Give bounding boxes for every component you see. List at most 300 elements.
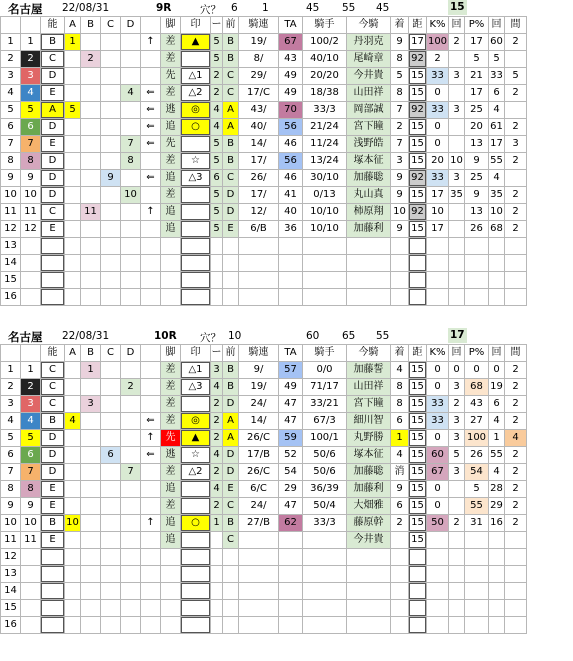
cell-interval[interactable] bbox=[505, 532, 527, 549]
cell-row-number[interactable]: 5 bbox=[1, 430, 21, 447]
cell-horse-number[interactable]: 6 bbox=[21, 447, 41, 464]
cell-p-rate[interactable]: 100 bbox=[465, 430, 489, 447]
cell-count2[interactable]: 68 bbox=[489, 221, 505, 238]
cell-prev[interactable]: D bbox=[223, 204, 239, 221]
cell-ability[interactable]: B bbox=[41, 413, 65, 430]
cell-ta[interactable]: 57 bbox=[279, 362, 303, 379]
cell-rank-a[interactable] bbox=[65, 396, 81, 413]
cell-jockey-stat[interactable]: 33/3 bbox=[303, 102, 347, 119]
cell-today-jockey[interactable] bbox=[347, 600, 391, 617]
cell-rank-d[interactable] bbox=[121, 221, 141, 238]
cell-arrow[interactable] bbox=[141, 464, 161, 481]
cell-count[interactable] bbox=[449, 85, 465, 102]
cell-k-rate[interactable]: 17 bbox=[427, 221, 449, 238]
cell-arrow[interactable]: ⇐ bbox=[141, 170, 161, 187]
cell-interval[interactable]: 2 bbox=[505, 498, 527, 515]
cell-rank-a[interactable] bbox=[65, 379, 81, 396]
cell-rank-c[interactable] bbox=[101, 136, 121, 153]
cell-rank-c[interactable] bbox=[101, 153, 121, 170]
cell-today-jockey[interactable] bbox=[347, 549, 391, 566]
cell-arrow[interactable] bbox=[141, 583, 161, 600]
cell-count2[interactable]: 4 bbox=[489, 102, 505, 119]
cell-jockey-combo[interactable]: 27/B bbox=[239, 515, 279, 532]
cell-row-number[interactable]: 5 bbox=[1, 102, 21, 119]
cell-ta[interactable]: 56 bbox=[279, 153, 303, 170]
cell-prev[interactable] bbox=[223, 617, 239, 634]
cell-distance[interactable]: 15 bbox=[409, 430, 427, 447]
cell-rank-c[interactable] bbox=[101, 481, 121, 498]
cell-gate[interactable]: 4 bbox=[211, 481, 223, 498]
cell-interval[interactable]: 2 bbox=[505, 221, 527, 238]
cell-rank-b[interactable] bbox=[81, 566, 101, 583]
cell-rank-b[interactable]: 3 bbox=[81, 396, 101, 413]
cell-jockey-combo[interactable]: 24/ bbox=[239, 396, 279, 413]
cell-count2[interactable] bbox=[489, 583, 505, 600]
cell-p-rate[interactable]: 25 bbox=[465, 102, 489, 119]
cell-jockey-stat[interactable]: 100/1 bbox=[303, 430, 347, 447]
cell-today-jockey[interactable]: 加藤利 bbox=[347, 221, 391, 238]
cell-count2[interactable] bbox=[489, 238, 505, 255]
cell-count2[interactable] bbox=[489, 255, 505, 272]
cell-p-rate[interactable]: 27 bbox=[465, 413, 489, 430]
cell-distance[interactable]: 92 bbox=[409, 170, 427, 187]
cell-mark[interactable] bbox=[181, 600, 211, 617]
cell-k-rate[interactable]: 0 bbox=[427, 498, 449, 515]
cell-rank-a[interactable] bbox=[65, 447, 81, 464]
cell-running-style[interactable]: 先 bbox=[161, 430, 181, 447]
cell-rank-b[interactable] bbox=[81, 102, 101, 119]
cell-k-rate[interactable]: 33 bbox=[427, 170, 449, 187]
cell-horse-number[interactable]: 5 bbox=[21, 430, 41, 447]
cell-horse-number[interactable]: 1 bbox=[21, 34, 41, 51]
cell-rank-a[interactable] bbox=[65, 255, 81, 272]
cell-today-jockey[interactable]: 加藤利 bbox=[347, 481, 391, 498]
cell-rank-a[interactable] bbox=[65, 498, 81, 515]
cell-distance[interactable]: 15 bbox=[409, 187, 427, 204]
cell-prev[interactable]: B bbox=[223, 153, 239, 170]
cell-ta[interactable] bbox=[279, 289, 303, 306]
cell-rank-c[interactable] bbox=[101, 272, 121, 289]
cell-finish[interactable]: 7 bbox=[391, 102, 409, 119]
cell-interval[interactable]: 2 bbox=[505, 204, 527, 221]
cell-interval[interactable]: 2 bbox=[505, 187, 527, 204]
cell-rank-b[interactable] bbox=[81, 413, 101, 430]
cell-rank-a[interactable] bbox=[65, 204, 81, 221]
cell-p-rate[interactable]: 9 bbox=[465, 187, 489, 204]
cell-rank-c[interactable] bbox=[101, 583, 121, 600]
cell-k-rate[interactable] bbox=[427, 600, 449, 617]
cell-ta[interactable]: 46 bbox=[279, 136, 303, 153]
cell-running-style[interactable]: 差 bbox=[161, 464, 181, 481]
cell-row-number[interactable]: 11 bbox=[1, 532, 21, 549]
cell-finish[interactable] bbox=[391, 566, 409, 583]
cell-arrow[interactable] bbox=[141, 187, 161, 204]
cell-rank-a[interactable] bbox=[65, 136, 81, 153]
cell-rank-a[interactable]: 5 bbox=[65, 102, 81, 119]
cell-gate[interactable] bbox=[211, 289, 223, 306]
cell-ta[interactable]: 56 bbox=[279, 119, 303, 136]
cell-running-style[interactable] bbox=[161, 272, 181, 289]
cell-rank-d[interactable] bbox=[121, 170, 141, 187]
cell-rank-d[interactable]: 7 bbox=[121, 136, 141, 153]
cell-rank-b[interactable] bbox=[81, 600, 101, 617]
cell-k-rate[interactable] bbox=[427, 583, 449, 600]
cell-row-number[interactable]: 7 bbox=[1, 136, 21, 153]
cell-today-jockey[interactable]: 細川智 bbox=[347, 413, 391, 430]
cell-mark[interactable]: △3 bbox=[181, 379, 211, 396]
cell-count2[interactable] bbox=[489, 549, 505, 566]
cell-distance[interactable]: 15 bbox=[409, 362, 427, 379]
cell-prev[interactable] bbox=[223, 549, 239, 566]
cell-rank-a[interactable] bbox=[65, 617, 81, 634]
cell-mark[interactable] bbox=[181, 481, 211, 498]
cell-interval[interactable] bbox=[505, 255, 527, 272]
cell-today-jockey[interactable]: 山田祥 bbox=[347, 379, 391, 396]
cell-running-style[interactable] bbox=[161, 566, 181, 583]
cell-jockey-combo[interactable] bbox=[239, 255, 279, 272]
cell-today-jockey[interactable]: 加藤聡 bbox=[347, 464, 391, 481]
cell-jockey-stat[interactable] bbox=[303, 272, 347, 289]
cell-p-rate[interactable]: 26 bbox=[465, 221, 489, 238]
cell-p-rate[interactable]: 9 bbox=[465, 153, 489, 170]
cell-prev[interactable]: D bbox=[223, 447, 239, 464]
cell-rank-d[interactable]: 8 bbox=[121, 153, 141, 170]
cell-p-rate[interactable] bbox=[465, 566, 489, 583]
cell-today-jockey[interactable]: 岡部誠 bbox=[347, 102, 391, 119]
cell-rank-a[interactable] bbox=[65, 238, 81, 255]
cell-p-rate[interactable] bbox=[465, 238, 489, 255]
cell-jockey-combo[interactable]: 17/C bbox=[239, 85, 279, 102]
cell-rank-c[interactable] bbox=[101, 187, 121, 204]
cell-rank-c[interactable] bbox=[101, 238, 121, 255]
cell-gate[interactable]: 5 bbox=[211, 51, 223, 68]
cell-horse-number[interactable]: 4 bbox=[21, 85, 41, 102]
cell-jockey-combo[interactable]: 6/B bbox=[239, 221, 279, 238]
cell-jockey-stat[interactable]: 100/2 bbox=[303, 34, 347, 51]
cell-running-style[interactable]: 差 bbox=[161, 187, 181, 204]
cell-running-style[interactable]: 追 bbox=[161, 221, 181, 238]
cell-horse-number[interactable]: 9 bbox=[21, 170, 41, 187]
cell-rank-a[interactable]: 10 bbox=[65, 515, 81, 532]
cell-distance[interactable]: 15 bbox=[409, 464, 427, 481]
cell-count2[interactable]: 35 bbox=[489, 187, 505, 204]
cell-ability[interactable]: E bbox=[41, 498, 65, 515]
cell-rank-d[interactable] bbox=[121, 549, 141, 566]
cell-prev[interactable]: A bbox=[223, 102, 239, 119]
cell-ta[interactable]: 49 bbox=[279, 68, 303, 85]
cell-distance[interactable]: 15 bbox=[409, 153, 427, 170]
cell-rank-d[interactable] bbox=[121, 238, 141, 255]
cell-gate[interactable] bbox=[211, 583, 223, 600]
cell-finish[interactable]: 9 bbox=[391, 187, 409, 204]
cell-ta[interactable]: 41 bbox=[279, 187, 303, 204]
cell-interval[interactable]: 2 bbox=[505, 515, 527, 532]
cell-mark[interactable]: ○ bbox=[181, 515, 211, 532]
cell-rank-a[interactable] bbox=[65, 532, 81, 549]
cell-rank-c[interactable] bbox=[101, 102, 121, 119]
cell-rank-b[interactable] bbox=[81, 238, 101, 255]
cell-count2[interactable]: 28 bbox=[489, 481, 505, 498]
cell-gate[interactable]: 2 bbox=[211, 413, 223, 430]
cell-mark[interactable] bbox=[181, 498, 211, 515]
cell-rank-d[interactable]: 10 bbox=[121, 187, 141, 204]
cell-today-jockey[interactable]: 浅野皓 bbox=[347, 136, 391, 153]
cell-count[interactable] bbox=[449, 498, 465, 515]
cell-ability[interactable]: D bbox=[41, 68, 65, 85]
cell-finish[interactable]: 4 bbox=[391, 362, 409, 379]
cell-jockey-stat[interactable]: 0/0 bbox=[303, 362, 347, 379]
cell-mark[interactable]: ☆ bbox=[181, 153, 211, 170]
cell-finish[interactable] bbox=[391, 549, 409, 566]
cell-row-number[interactable]: 4 bbox=[1, 85, 21, 102]
cell-distance[interactable]: 92 bbox=[409, 102, 427, 119]
cell-mark[interactable] bbox=[181, 204, 211, 221]
cell-row-number[interactable]: 15 bbox=[1, 272, 21, 289]
cell-distance[interactable]: 92 bbox=[409, 51, 427, 68]
cell-running-style[interactable]: 追 bbox=[161, 515, 181, 532]
cell-row-number[interactable]: 13 bbox=[1, 238, 21, 255]
cell-rank-d[interactable] bbox=[121, 447, 141, 464]
cell-mark[interactable]: △3 bbox=[181, 170, 211, 187]
cell-today-jockey[interactable]: 山田祥 bbox=[347, 85, 391, 102]
cell-arrow[interactable]: ⇐ bbox=[141, 85, 161, 102]
cell-today-jockey[interactable]: 藤原幹 bbox=[347, 515, 391, 532]
cell-rank-d[interactable] bbox=[121, 396, 141, 413]
cell-ta[interactable]: 29 bbox=[279, 481, 303, 498]
cell-mark[interactable] bbox=[181, 583, 211, 600]
cell-jockey-combo[interactable]: 19/ bbox=[239, 379, 279, 396]
cell-running-style[interactable]: 追 bbox=[161, 532, 181, 549]
cell-distance[interactable]: 92 bbox=[409, 204, 427, 221]
cell-count2[interactable]: 33 bbox=[489, 68, 505, 85]
cell-rank-b[interactable] bbox=[81, 170, 101, 187]
cell-row-number[interactable]: 12 bbox=[1, 221, 21, 238]
cell-today-jockey[interactable] bbox=[347, 617, 391, 634]
cell-count2[interactable]: 4 bbox=[489, 464, 505, 481]
cell-interval[interactable]: 3 bbox=[505, 136, 527, 153]
cell-count2[interactable]: 1 bbox=[489, 430, 505, 447]
cell-ability[interactable]: E bbox=[41, 136, 65, 153]
cell-distance[interactable] bbox=[409, 617, 427, 634]
cell-interval[interactable]: 2 bbox=[505, 119, 527, 136]
cell-jockey-stat[interactable] bbox=[303, 289, 347, 306]
cell-finish[interactable]: 1 bbox=[391, 430, 409, 447]
cell-rank-c[interactable] bbox=[101, 498, 121, 515]
cell-count[interactable]: 5 bbox=[449, 447, 465, 464]
cell-count[interactable] bbox=[449, 532, 465, 549]
cell-running-style[interactable] bbox=[161, 289, 181, 306]
cell-jockey-stat[interactable]: 10/10 bbox=[303, 221, 347, 238]
cell-count2[interactable]: 4 bbox=[489, 413, 505, 430]
cell-rank-d[interactable] bbox=[121, 289, 141, 306]
cell-ability[interactable]: D bbox=[41, 187, 65, 204]
cell-arrow[interactable] bbox=[141, 221, 161, 238]
cell-jockey-combo[interactable]: 8/ bbox=[239, 51, 279, 68]
cell-prev[interactable]: B bbox=[223, 51, 239, 68]
cell-ability[interactable] bbox=[41, 255, 65, 272]
cell-count2[interactable]: 29 bbox=[489, 498, 505, 515]
cell-ta[interactable] bbox=[279, 272, 303, 289]
cell-prev[interactable]: A bbox=[223, 119, 239, 136]
cell-jockey-stat[interactable]: 33/21 bbox=[303, 396, 347, 413]
cell-rank-c[interactable] bbox=[101, 85, 121, 102]
cell-horse-number[interactable]: 6 bbox=[21, 119, 41, 136]
cell-arrow[interactable] bbox=[141, 481, 161, 498]
cell-horse-number[interactable]: 11 bbox=[21, 204, 41, 221]
cell-interval[interactable] bbox=[505, 566, 527, 583]
cell-jockey-stat[interactable]: 18/38 bbox=[303, 85, 347, 102]
cell-jockey-stat[interactable]: 40/10 bbox=[303, 51, 347, 68]
cell-rank-b[interactable]: 1 bbox=[81, 362, 101, 379]
cell-row-number[interactable]: 9 bbox=[1, 170, 21, 187]
cell-rank-a[interactable] bbox=[65, 119, 81, 136]
cell-count[interactable]: 2 bbox=[449, 396, 465, 413]
cell-running-style[interactable]: 逃 bbox=[161, 447, 181, 464]
cell-p-rate[interactable]: 54 bbox=[465, 464, 489, 481]
cell-gate[interactable]: 4 bbox=[211, 379, 223, 396]
cell-row-number[interactable]: 11 bbox=[1, 204, 21, 221]
cell-interval[interactable] bbox=[505, 51, 527, 68]
cell-ability[interactable] bbox=[41, 600, 65, 617]
cell-running-style[interactable] bbox=[161, 238, 181, 255]
cell-p-rate[interactable] bbox=[465, 617, 489, 634]
cell-interval[interactable]: 4 bbox=[505, 430, 527, 447]
cell-row-number[interactable]: 1 bbox=[1, 34, 21, 51]
cell-arrow[interactable]: ↑ bbox=[141, 204, 161, 221]
cell-gate[interactable]: 1 bbox=[211, 515, 223, 532]
cell-horse-number[interactable] bbox=[21, 255, 41, 272]
cell-ability[interactable] bbox=[41, 583, 65, 600]
cell-ta[interactable] bbox=[279, 238, 303, 255]
cell-rank-c[interactable] bbox=[101, 549, 121, 566]
cell-rank-a[interactable] bbox=[65, 464, 81, 481]
cell-row-number[interactable]: 1 bbox=[1, 362, 21, 379]
cell-jockey-stat[interactable] bbox=[303, 600, 347, 617]
cell-running-style[interactable] bbox=[161, 583, 181, 600]
cell-jockey-combo[interactable]: 14/ bbox=[239, 413, 279, 430]
cell-gate[interactable] bbox=[211, 549, 223, 566]
cell-count[interactable]: 3 bbox=[449, 413, 465, 430]
cell-ta[interactable]: 43 bbox=[279, 51, 303, 68]
cell-jockey-combo[interactable]: 12/ bbox=[239, 204, 279, 221]
cell-count2[interactable] bbox=[489, 566, 505, 583]
cell-interval[interactable] bbox=[505, 272, 527, 289]
cell-running-style[interactable]: 追 bbox=[161, 481, 181, 498]
cell-row-number[interactable]: 3 bbox=[1, 68, 21, 85]
cell-k-rate[interactable]: 33 bbox=[427, 396, 449, 413]
cell-jockey-stat[interactable] bbox=[303, 566, 347, 583]
cell-ta[interactable] bbox=[279, 600, 303, 617]
cell-ta[interactable]: 54 bbox=[279, 464, 303, 481]
cell-row-number[interactable]: 2 bbox=[1, 379, 21, 396]
cell-ta[interactable] bbox=[279, 617, 303, 634]
cell-ta[interactable] bbox=[279, 255, 303, 272]
cell-distance[interactable] bbox=[409, 583, 427, 600]
cell-horse-number[interactable]: 8 bbox=[21, 153, 41, 170]
cell-p-rate[interactable] bbox=[465, 532, 489, 549]
cell-count[interactable]: 3 bbox=[449, 102, 465, 119]
cell-ta[interactable]: 49 bbox=[279, 379, 303, 396]
cell-ability[interactable]: C bbox=[41, 379, 65, 396]
cell-gate[interactable]: 5 bbox=[211, 136, 223, 153]
cell-prev[interactable]: D bbox=[223, 396, 239, 413]
cell-rank-a[interactable] bbox=[65, 289, 81, 306]
cell-rank-d[interactable]: 7 bbox=[121, 464, 141, 481]
cell-distance[interactable]: 15 bbox=[409, 532, 427, 549]
cell-k-rate[interactable]: 67 bbox=[427, 464, 449, 481]
cell-distance[interactable] bbox=[409, 272, 427, 289]
cell-finish[interactable] bbox=[391, 272, 409, 289]
cell-jockey-stat[interactable] bbox=[303, 549, 347, 566]
cell-arrow[interactable]: ⇐ bbox=[141, 119, 161, 136]
cell-jockey-stat[interactable]: 30/10 bbox=[303, 170, 347, 187]
cell-row-number[interactable]: 6 bbox=[1, 119, 21, 136]
cell-today-jockey[interactable]: 加藤聡 bbox=[347, 170, 391, 187]
cell-prev[interactable]: E bbox=[223, 481, 239, 498]
cell-count[interactable]: 3 bbox=[449, 379, 465, 396]
cell-rank-d[interactable] bbox=[121, 102, 141, 119]
cell-today-jockey[interactable]: 今井貴 bbox=[347, 68, 391, 85]
cell-k-rate[interactable]: 17 bbox=[427, 187, 449, 204]
cell-ability[interactable]: C bbox=[41, 362, 65, 379]
cell-rank-a[interactable] bbox=[65, 600, 81, 617]
cell-count[interactable] bbox=[449, 136, 465, 153]
cell-count2[interactable]: 6 bbox=[489, 85, 505, 102]
cell-mark[interactable]: ○ bbox=[181, 119, 211, 136]
cell-ability[interactable]: D bbox=[41, 153, 65, 170]
cell-rank-a[interactable] bbox=[65, 85, 81, 102]
cell-arrow[interactable]: ⇐ bbox=[141, 447, 161, 464]
cell-interval[interactable]: 2 bbox=[505, 396, 527, 413]
cell-k-rate[interactable]: 0 bbox=[427, 85, 449, 102]
cell-running-style[interactable]: 差 bbox=[161, 51, 181, 68]
cell-prev[interactable]: C bbox=[223, 85, 239, 102]
cell-jockey-combo[interactable] bbox=[239, 617, 279, 634]
cell-running-style[interactable]: 追 bbox=[161, 170, 181, 187]
cell-ability[interactable]: D bbox=[41, 447, 65, 464]
cell-row-number[interactable]: 16 bbox=[1, 617, 21, 634]
cell-prev[interactable]: C bbox=[223, 532, 239, 549]
cell-gate[interactable]: 2 bbox=[211, 464, 223, 481]
cell-rank-a[interactable] bbox=[65, 170, 81, 187]
cell-p-rate[interactable]: 31 bbox=[465, 515, 489, 532]
cell-ability[interactable]: B bbox=[41, 515, 65, 532]
cell-finish[interactable] bbox=[391, 583, 409, 600]
cell-distance[interactable]: 15 bbox=[409, 379, 427, 396]
cell-jockey-combo[interactable] bbox=[239, 289, 279, 306]
cell-distance[interactable]: 15 bbox=[409, 85, 427, 102]
cell-mark[interactable] bbox=[181, 187, 211, 204]
cell-rank-b[interactable] bbox=[81, 119, 101, 136]
cell-rank-b[interactable] bbox=[81, 153, 101, 170]
cell-rank-d[interactable]: 4 bbox=[121, 85, 141, 102]
cell-rank-b[interactable] bbox=[81, 617, 101, 634]
cell-distance[interactable] bbox=[409, 549, 427, 566]
cell-distance[interactable]: 15 bbox=[409, 481, 427, 498]
cell-arrow[interactable]: ⇐ bbox=[141, 136, 161, 153]
cell-rank-a[interactable] bbox=[65, 430, 81, 447]
cell-horse-number[interactable]: 2 bbox=[21, 51, 41, 68]
cell-jockey-combo[interactable]: 17/B bbox=[239, 447, 279, 464]
cell-arrow[interactable] bbox=[141, 153, 161, 170]
cell-count2[interactable]: 0 bbox=[489, 362, 505, 379]
cell-mark[interactable] bbox=[181, 566, 211, 583]
cell-rank-d[interactable] bbox=[121, 68, 141, 85]
cell-k-rate[interactable]: 2 bbox=[427, 51, 449, 68]
cell-arrow[interactable] bbox=[141, 396, 161, 413]
cell-rank-c[interactable] bbox=[101, 51, 121, 68]
cell-p-rate[interactable]: 17 bbox=[465, 85, 489, 102]
